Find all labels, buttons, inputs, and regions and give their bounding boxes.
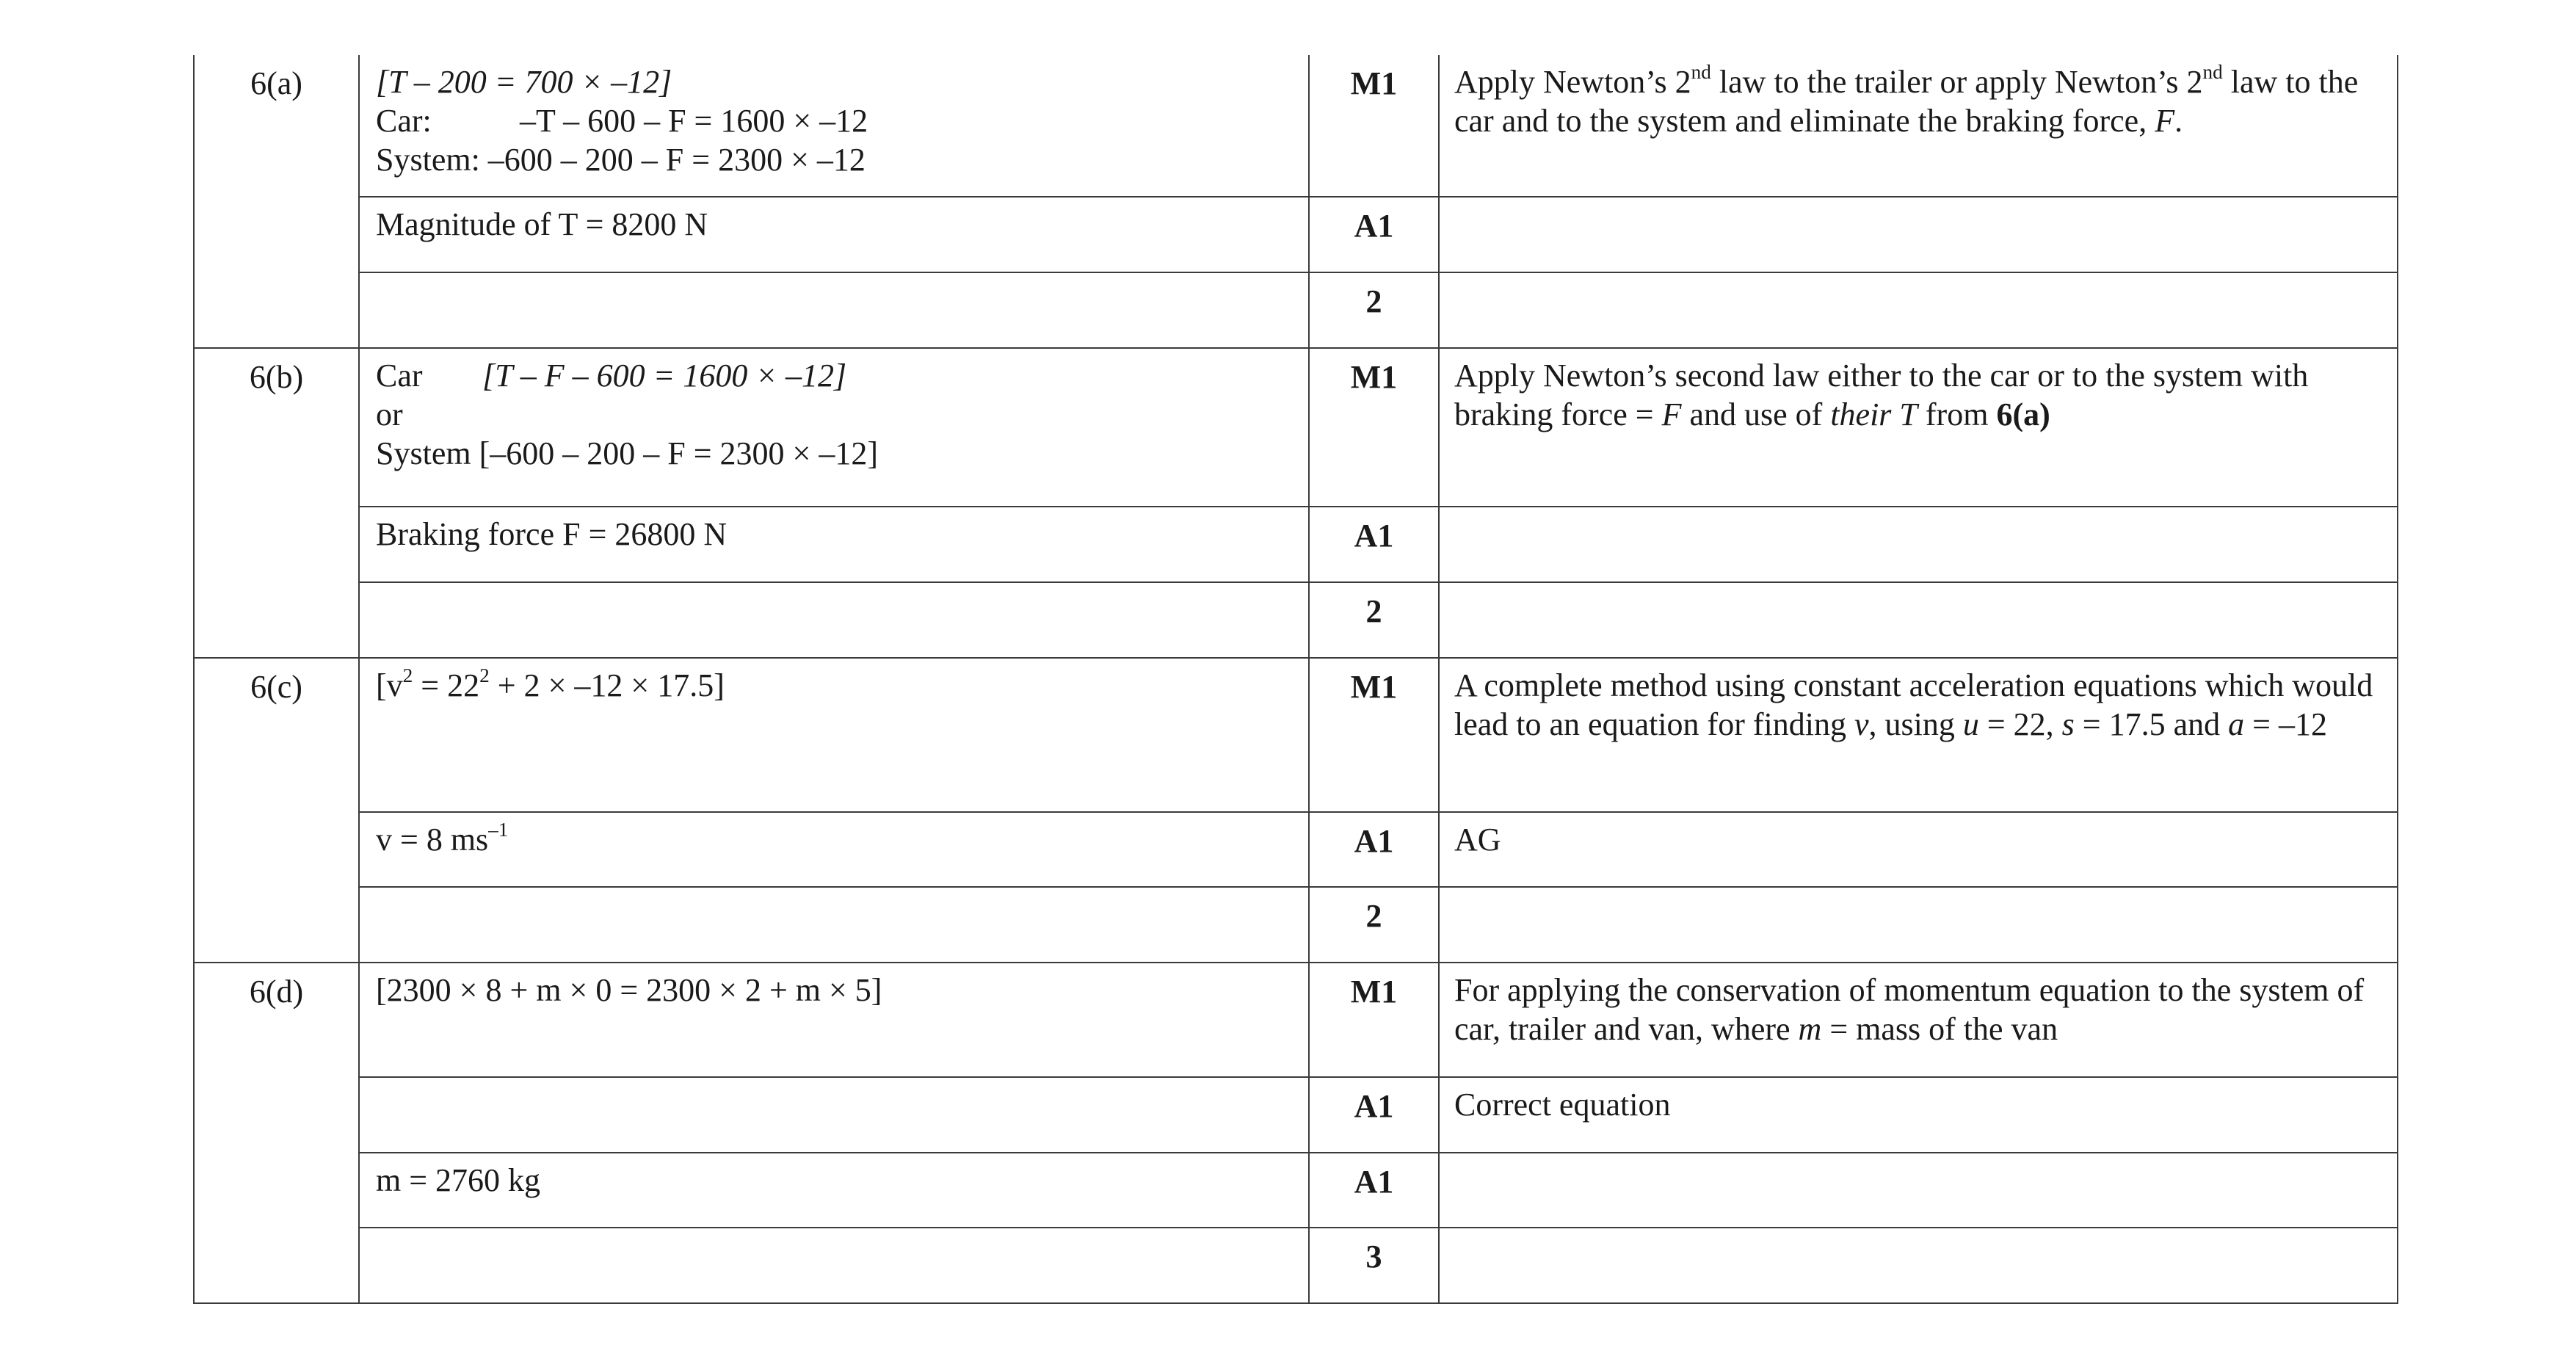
mark-code: A1 bbox=[1309, 1077, 1439, 1153]
working-line: v = 8 $ms^{-1}$ bbox=[376, 818, 509, 858]
working-equation: [T – F – 600 = 1600 × –12] bbox=[482, 358, 847, 394]
working-cell bbox=[359, 887, 1309, 963]
guidance-cell bbox=[1439, 55, 2398, 197]
working-line: or bbox=[376, 396, 403, 432]
guidance-cell bbox=[1439, 582, 2398, 658]
guidance-cell: AG bbox=[1439, 812, 2398, 887]
question-label: 6(c) bbox=[194, 658, 359, 963]
guidance-text: For applying the conservation of momentum equation to the system of car, trailer and van, where m = mass of the van bbox=[1454, 972, 2365, 1047]
guidance-text: Apply Newton’s second law either to the car or to the system with braking force = F and use of their T from 6(a) bbox=[1454, 358, 2309, 432]
working-cell bbox=[359, 1228, 1309, 1303]
working-equation: –T – 600 – F = 1600 × –12 bbox=[520, 103, 868, 139]
table-row bbox=[194, 658, 2398, 812]
working-line bbox=[376, 356, 1292, 395]
working-cell bbox=[359, 55, 1309, 197]
mark-code: M1 bbox=[1309, 55, 1439, 197]
table-row bbox=[194, 1153, 2398, 1228]
table-row bbox=[194, 963, 2398, 1077]
mark-total: 2 bbox=[1309, 887, 1439, 963]
question-label: 6(d) bbox=[194, 963, 359, 1303]
mark-total: 3 bbox=[1309, 1228, 1439, 1303]
working-cell: Magnitude of T = 8200 N bbox=[359, 197, 1309, 272]
mark-code: M1 bbox=[1309, 348, 1439, 507]
working-cell: Braking force F = 26800 N bbox=[359, 507, 1309, 582]
mark-code: M1 bbox=[1309, 963, 1439, 1077]
table-row bbox=[194, 1077, 2398, 1153]
guidance-text: Apply Newton’s 2nd law to the trailer or apply Newton’s 2nd law to the car and to the system and eliminate the braking force, F. bbox=[1454, 60, 2359, 139]
guidance-cell bbox=[1439, 1153, 2398, 1228]
working-line: [T – 200 = 700 × –12] bbox=[376, 64, 672, 100]
mark-code: A1 bbox=[1309, 507, 1439, 582]
guidance-cell bbox=[1439, 507, 2398, 582]
table-row bbox=[194, 197, 2398, 272]
working-cell bbox=[359, 348, 1309, 507]
working-line bbox=[376, 101, 1292, 140]
mark-total: 2 bbox=[1309, 272, 1439, 348]
working-cell bbox=[359, 582, 1309, 658]
guidance-cell bbox=[1439, 1228, 2398, 1303]
working-cell: [2300 × 8 + m × 0 = 2300 × 2 + m × 5] bbox=[359, 963, 1309, 1077]
question-label: 6(b) bbox=[194, 348, 359, 658]
working-prefix: Car bbox=[376, 358, 423, 394]
guidance-cell bbox=[1439, 887, 2398, 963]
mark-code: A1 bbox=[1309, 197, 1439, 272]
guidance-cell: Correct equation bbox=[1439, 1077, 2398, 1153]
working-cell bbox=[359, 658, 1309, 812]
working-line: System: –600 – 200 – F = 2300 × –12 bbox=[376, 142, 866, 178]
guidance-text: A complete method using constant acceleration equations which would lead to an equation for finding v, using u = 22, s = 17.5 and a = –12 bbox=[1454, 667, 2373, 742]
working-cell: m = 2760 kg bbox=[359, 1153, 1309, 1228]
working-cell bbox=[359, 272, 1309, 348]
mark-code: A1 bbox=[1309, 812, 1439, 887]
table-row bbox=[194, 582, 2398, 658]
working-line: System [–600 – 200 – F = 2300 × –12] bbox=[376, 435, 878, 471]
working-prefix: Car: bbox=[376, 103, 432, 139]
guidance-cell bbox=[1439, 658, 2398, 812]
mark-total: 2 bbox=[1309, 582, 1439, 658]
guidance-cell bbox=[1439, 348, 2398, 507]
guidance-cell bbox=[1439, 272, 2398, 348]
table-row bbox=[194, 812, 2398, 887]
table-row bbox=[194, 348, 2398, 507]
table-row bbox=[194, 55, 2398, 197]
question-label: 6(a) bbox=[194, 55, 359, 348]
guidance-cell bbox=[1439, 963, 2398, 1077]
table-row bbox=[194, 1228, 2398, 1303]
table-row bbox=[194, 887, 2398, 963]
table-row bbox=[194, 507, 2398, 582]
guidance-cell bbox=[1439, 197, 2398, 272]
mark-code: A1 bbox=[1309, 1153, 1439, 1228]
working-cell bbox=[359, 812, 1309, 887]
working-cell bbox=[359, 1077, 1309, 1153]
table-row bbox=[194, 272, 2398, 348]
mark-code: M1 bbox=[1309, 658, 1439, 812]
mark-scheme-table bbox=[193, 55, 2398, 1304]
working-line: $[v^2 = 22^2 + 2 \times -12 \times 17.5]$ bbox=[376, 664, 725, 703]
